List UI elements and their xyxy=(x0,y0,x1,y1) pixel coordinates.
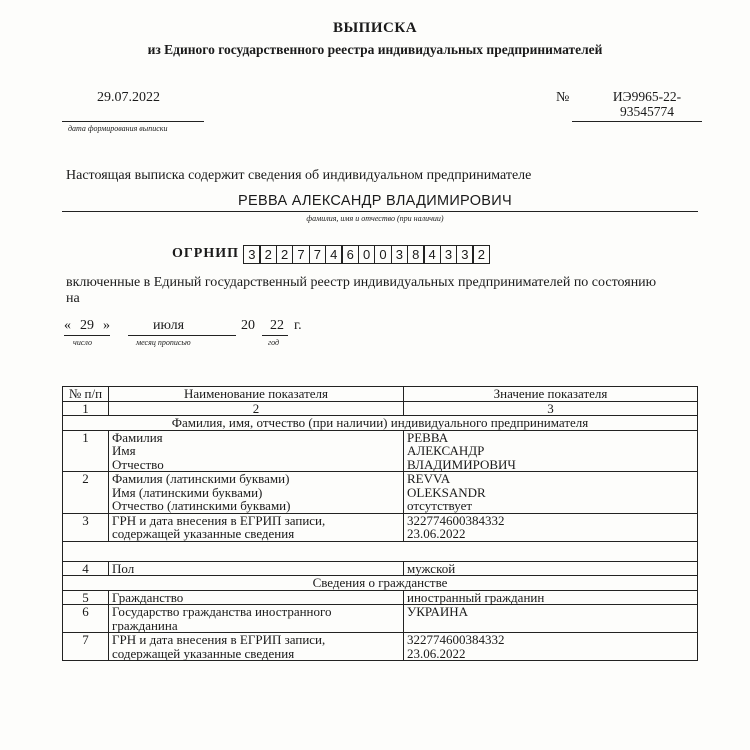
row-value-line: 322774600384332 xyxy=(407,632,505,647)
row-value-line: 23.06.2022 xyxy=(407,526,466,541)
col-number-2: 2 xyxy=(109,401,404,416)
row-label: Пол xyxy=(109,561,404,576)
document-number xyxy=(600,89,694,119)
row-value xyxy=(404,605,698,633)
document-number-line2: 93545774 xyxy=(620,104,674,119)
row-number: 4 xyxy=(63,561,109,576)
col-header-num: № п/п xyxy=(63,387,109,402)
col-number-3: 3 xyxy=(404,401,698,416)
ogrnip-digit-box: 3 xyxy=(456,245,474,264)
row-label-line: содержащей указанные сведения xyxy=(112,526,295,541)
document-number-line1: ИЭ9965-22- xyxy=(612,89,682,104)
day-quote-close: » xyxy=(103,318,110,333)
year-suffix: г. xyxy=(294,318,302,333)
rows-group-a xyxy=(63,430,698,541)
row-value: мужской xyxy=(404,561,698,576)
month-underline xyxy=(128,335,236,336)
table-row xyxy=(63,605,698,633)
day-caption: число xyxy=(73,338,92,347)
month-caption: месяц прописью xyxy=(136,338,191,347)
row-label-line: ГРН и дата внесения в ЕГРИП записи, xyxy=(112,512,326,528)
ogrnip-digit-box: 8 xyxy=(407,245,425,264)
state-day: 29 xyxy=(80,318,94,333)
ogrnip-digit-box: 6 xyxy=(341,245,359,264)
ogrnip-digit-box: 7 xyxy=(292,245,310,264)
table-row xyxy=(63,561,698,576)
row-value-line: отсутствует xyxy=(407,498,473,513)
state-year: 22 xyxy=(270,318,284,333)
row-value-line: ВЛАДИМИРОВИЧ xyxy=(407,456,516,472)
row-value xyxy=(404,472,698,514)
row-value-line: 23.06.2022 xyxy=(407,645,466,661)
rows-group-b xyxy=(63,590,698,661)
row-number: 2 xyxy=(63,472,109,514)
row-label-line: ГРН и дата внесения в ЕГРИП записи, xyxy=(112,632,326,647)
day-underline xyxy=(64,335,110,336)
row-label xyxy=(109,430,404,472)
entrepreneur-name: РЕВВА АЛЕКСАНДР ВЛАДИМИРОВИЧ xyxy=(238,193,512,209)
row-value xyxy=(404,590,698,605)
ogrnip-label: ОГРНИП xyxy=(172,246,240,261)
col-header-value: Значение показателя xyxy=(404,387,698,402)
row-value-line: REVVA xyxy=(407,471,451,486)
section-row-fio xyxy=(63,416,698,431)
section-title-citizenship: Сведения о гражданстве xyxy=(63,576,698,591)
blank-cell xyxy=(63,541,698,561)
row-label xyxy=(109,472,404,514)
row-label-line: содержащей указанные сведения xyxy=(112,645,295,661)
table-header-row xyxy=(63,387,698,402)
row-number: 3 xyxy=(63,513,109,541)
ogrnip-digit-box: 4 xyxy=(423,245,441,264)
ogrnip-digit-box: 7 xyxy=(309,245,327,264)
number-underline xyxy=(572,121,702,122)
section-title-fio: Фамилия, имя, отчество (при наличии) индивидуального предпринимателя xyxy=(63,416,698,431)
ogrnip-digit-box: 3 xyxy=(440,245,458,264)
row-label xyxy=(109,605,404,633)
table-row xyxy=(63,633,698,661)
row-label-line: Отчество xyxy=(112,456,164,472)
row-label-line: Фамилия xyxy=(112,429,163,445)
row-label-line: Фамилия (латинскими буквами) xyxy=(112,471,290,486)
document-title: ВЫПИСКА xyxy=(332,20,418,36)
row-label-line: Имя (латинскими буквами) xyxy=(112,484,263,500)
row-label-line: гражданина xyxy=(112,617,178,633)
row-number: 5 xyxy=(63,590,109,605)
row-value-line: АЛЕКСАНДР xyxy=(407,443,485,458)
ogrnip-digit-boxes xyxy=(243,245,489,264)
ogrnip-digit-box: 3 xyxy=(391,245,409,264)
row-value-line: 322774600384332 xyxy=(407,512,505,528)
date-underline xyxy=(62,121,204,122)
row-value xyxy=(404,633,698,661)
blank-row xyxy=(63,541,698,561)
ogrnip-digit-box: 3 xyxy=(243,245,261,264)
table-row xyxy=(63,590,698,605)
row-number: 7 xyxy=(63,633,109,661)
col-number-1: 1 xyxy=(63,401,109,416)
table-numbering-row xyxy=(63,401,698,416)
row-value-line: иностранный гражданин xyxy=(407,589,545,605)
row-label-line: Гражданство xyxy=(112,589,184,605)
row-value-line: РЕВВА xyxy=(407,429,449,445)
row-label xyxy=(109,590,404,605)
table-row xyxy=(63,472,698,514)
number-sign: № xyxy=(556,90,570,105)
row-value-line: УКРАИНА xyxy=(407,604,468,619)
date-caption: дата формирования выписки xyxy=(68,124,168,133)
intro-text: Настоящая выписка содержит сведения об индивидуальном предпринимателе xyxy=(66,168,532,183)
row-label xyxy=(109,513,404,541)
name-underline xyxy=(62,211,698,212)
ogrnip-digit-box: 0 xyxy=(374,245,392,264)
year-underline xyxy=(262,335,288,336)
ogrnip-digit-box: 2 xyxy=(276,245,294,264)
ogrnip-digit-box: 2 xyxy=(472,245,490,264)
ogrnip-digit-box: 2 xyxy=(259,245,277,264)
included-text: включенные в Единый государственный реестр индивидуальных предпринимателей по состоянию на xyxy=(66,275,657,306)
table-row xyxy=(63,430,698,472)
col-header-name: Наименование показателя xyxy=(109,387,404,402)
row-label-line: Отчество (латинскими буквами) xyxy=(112,498,291,513)
row-number: 6 xyxy=(63,605,109,633)
row-value-line: OLEKSANDR xyxy=(407,484,486,500)
section-row-citizenship xyxy=(63,576,698,591)
row-value xyxy=(404,430,698,472)
year-prefix: 20 xyxy=(241,318,255,333)
document-subtitle: из Единого государственного реестра индивидуальных предпринимателей xyxy=(147,42,603,57)
row-label xyxy=(109,633,404,661)
ogrnip-digit-box: 0 xyxy=(358,245,376,264)
name-caption: фамилия, имя и отчество (при наличии) xyxy=(306,214,444,223)
row-value xyxy=(404,513,698,541)
year-caption: год xyxy=(268,338,280,347)
ogrnip-digit-box: 4 xyxy=(325,245,343,264)
formation-date: 29.07.2022 xyxy=(97,90,160,105)
row-label-line: Государство гражданства иностранного xyxy=(112,604,332,619)
row-label-line: Имя xyxy=(112,443,136,458)
row-number: 1 xyxy=(63,430,109,472)
state-month: июля xyxy=(153,318,185,333)
day-quote-open: « xyxy=(64,318,71,333)
table-row xyxy=(63,513,698,541)
extract-table xyxy=(62,386,698,661)
